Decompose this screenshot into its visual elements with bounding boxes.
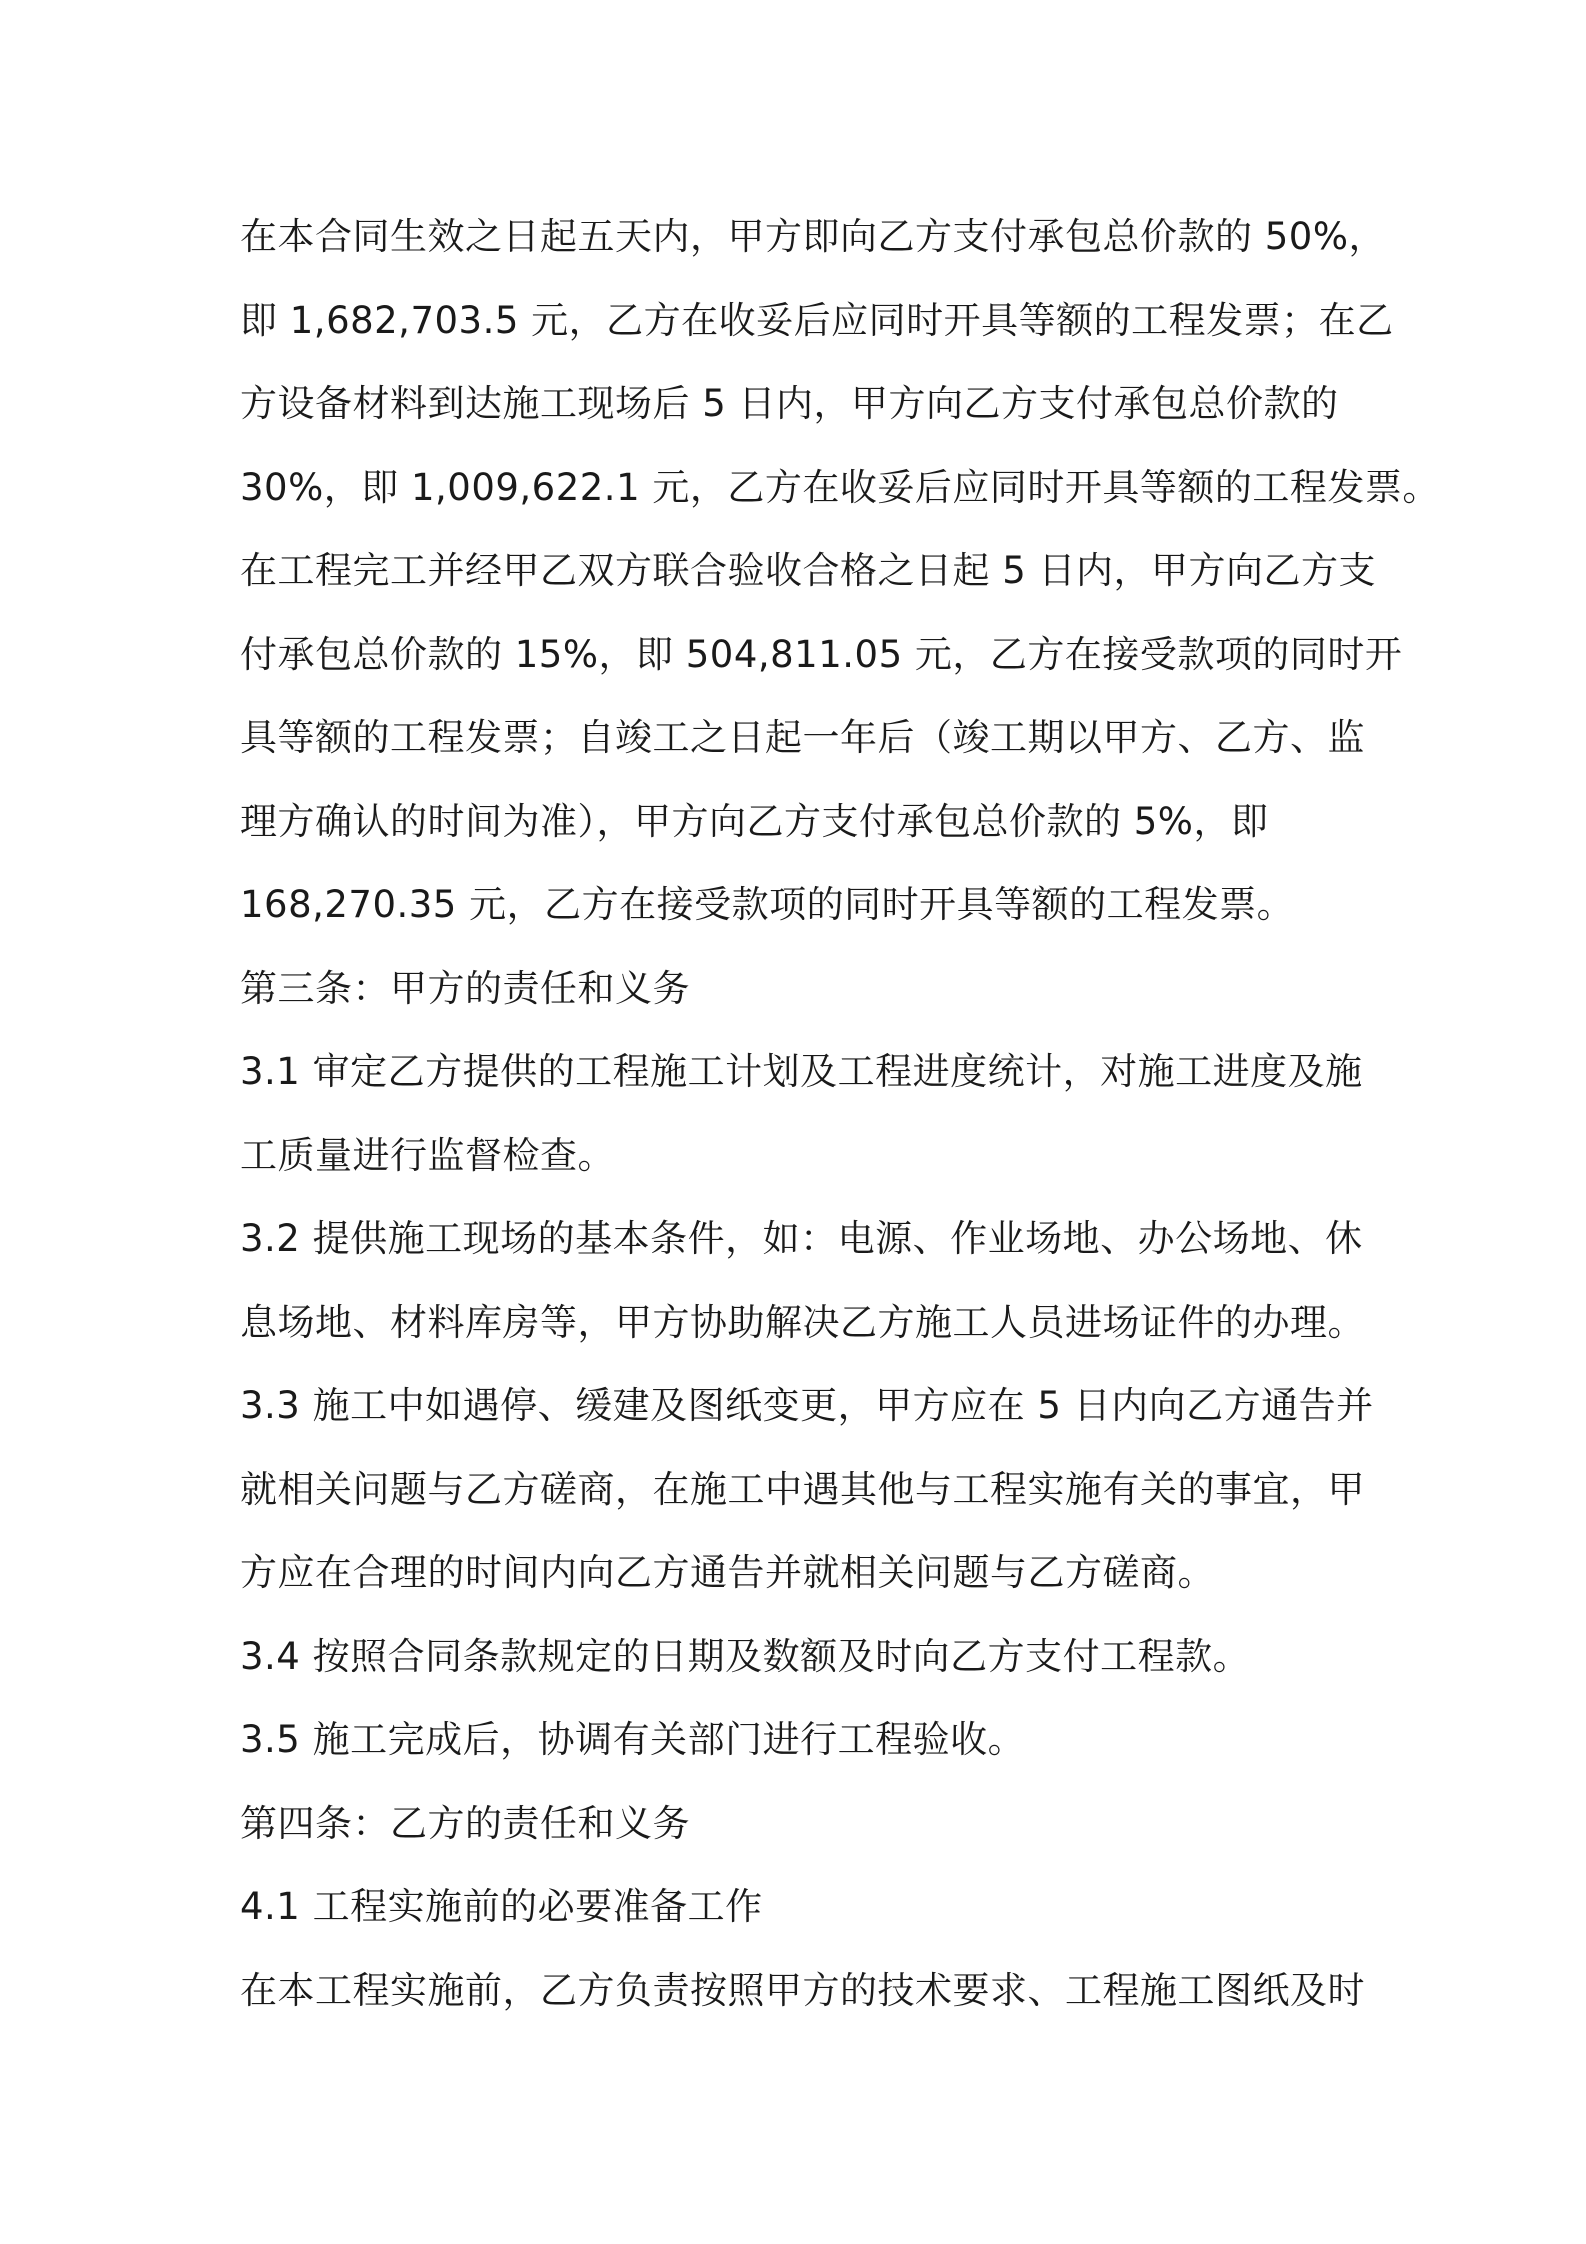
article-4-heading: 第四条：乙方的责任和义务	[240, 1801, 690, 1845]
payment-clause-line-8: 理方确认的时间为准），甲方向乙方支付承包总价款的 5%，即	[240, 799, 1269, 843]
payment-clause-line-1: 在本合同生效之日起五天内，甲方即向乙方支付承包总价款的 50%，	[240, 215, 1386, 258]
payment-clause-line-3: 方设备材料到达施工现场后 5 日内，甲方向乙方支付承包总价款的	[240, 382, 1339, 425]
payment-clause-line-6: 付承包总价款的 15%，即 504,811.05 元，乙方在接受款项的同时开	[240, 632, 1403, 676]
clause-3-5: 3.5 施工完成后，协调有关部门进行工程验收。	[240, 1718, 1026, 1761]
clause-3-1-line-1: 3.1 审定乙方提供的工程施工计划及工程进度统计，对施工进度及施	[240, 1050, 1363, 1093]
clause-4-1-heading: 4.1 工程实施前的必要准备工作	[240, 1885, 763, 1928]
payment-clause-line-7: 具等额的工程发票；自竣工之日起一年后（竣工期以甲方、乙方、监	[240, 716, 1365, 759]
payment-clause-line-9: 168,270.35 元，乙方在接受款项的同时开具等额的工程发票。	[240, 883, 1295, 926]
clause-3-4: 3.4 按照合同条款规定的日期及数额及时向乙方支付工程款。	[240, 1634, 1251, 1678]
clause-4-1-line-1: 在本工程实施前，乙方负责按照甲方的技术要求、工程施工图纸及时	[240, 1968, 1365, 2012]
document-body	[240, 195, 1440, 2032]
payment-clause-line-4: 30%，即 1,009,622.1 元，乙方在收妥后应同时开具等额的工程发票。	[240, 465, 1440, 509]
clause-3-3-line-2: 就相关问题与乙方磋商，在施工中遇其他与工程实施有关的事宜，甲	[240, 1467, 1365, 1511]
clause-3-2-line-2: 息场地、材料库房等，甲方协助解决乙方施工人员进场证件的办理。	[240, 1300, 1365, 1344]
clause-3-3-line-3: 方应在合理的时间内向乙方通告并就相关问题与乙方磋商。	[240, 1551, 1215, 1594]
clause-3-2-line-1: 3.2 提供施工现场的基本条件，如：电源、作业场地、办公场地、休	[240, 1217, 1363, 1260]
article-3-heading: 第三条：甲方的责任和义务	[240, 966, 690, 1010]
payment-clause-line-2: 即 1,682,703.5 元，乙方在收妥后应同时开具等额的工程发票；在乙	[240, 298, 1394, 342]
payment-clause-line-5: 在工程完工并经甲乙双方联合验收合格之日起 5 日内，甲方向乙方支	[240, 549, 1377, 592]
clause-3-1-line-2: 工质量进行监督检查。	[240, 1133, 615, 1177]
clause-3-3-line-1: 3.3 施工中如遇停、缓建及图纸变更，甲方应在 5 日内向乙方通告并	[240, 1384, 1374, 1427]
